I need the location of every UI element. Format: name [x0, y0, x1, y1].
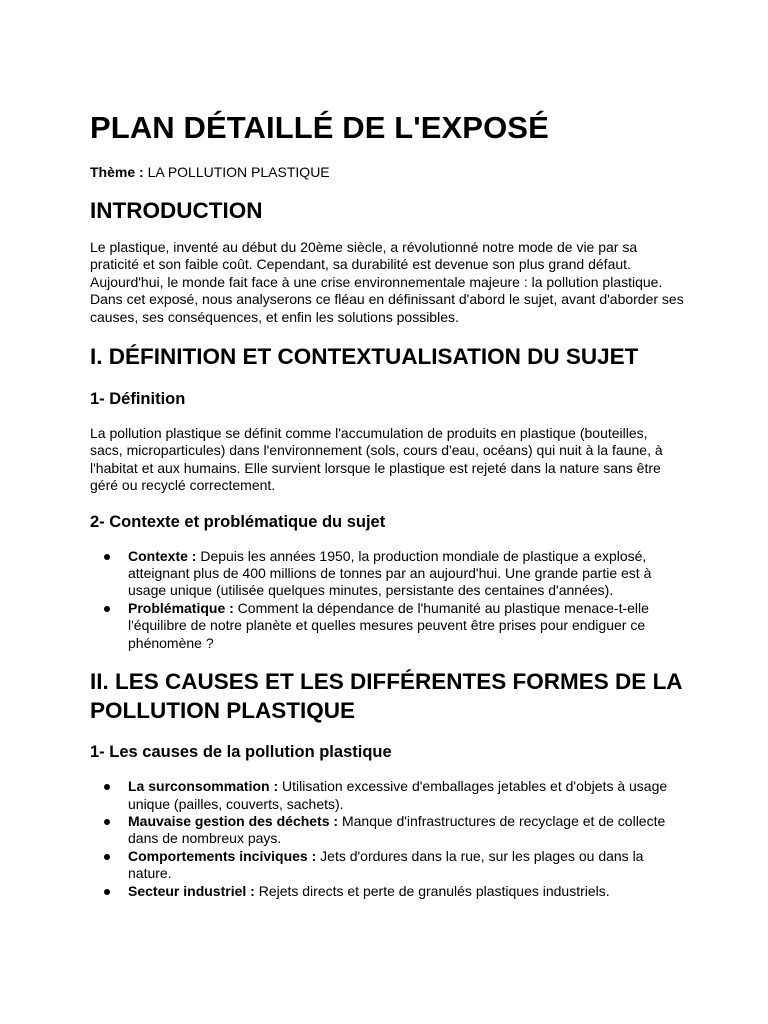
section1-heading: I. DÉFINITION ET CONTEXTUALISATION DU SUJET	[90, 344, 639, 370]
list-item	[90, 548, 684, 600]
document-title: PLAN DÉTAILLÉ DE L'EXPOSÉ	[90, 110, 549, 145]
list-item-label: Contexte :	[128, 547, 197, 564]
introduction-heading: INTRODUCTION	[90, 198, 263, 223]
definition-heading: 1- Définition	[90, 390, 186, 409]
list-item-label: Secteur industriel :	[128, 882, 255, 899]
list-item	[90, 883, 684, 900]
list-item	[90, 848, 684, 883]
theme-line	[90, 162, 684, 182]
bullet-icon	[104, 819, 110, 825]
list-item-label: Problématique :	[128, 599, 234, 616]
definition-paragraph: La pollution plastique se définit comme l'accumulation de produits en plastique (bouteilles, sacs, microparticules) dans l'environnement (sols, cours d'eau, océans) qui nuit à la faune, à l'habitat et aux humains. Elle survient lorsque le plastique est rejeté dans la nature sans être géré ou recyclé correctement.	[90, 425, 663, 494]
theme-value: LA POLLUTION PLASTIQUE	[147, 164, 330, 180]
list-item-label: Comportements inciviques :	[128, 847, 317, 864]
bullet-icon	[104, 889, 110, 895]
list-item	[90, 813, 684, 848]
list-item-text: Manque d'infrastructures de recyclage et de collecte dans de nombreux pays.	[128, 812, 666, 847]
context-list	[90, 548, 684, 652]
bullet-icon	[104, 554, 110, 560]
bullet-icon	[104, 606, 110, 612]
list-item-text: Comment la dépendance de l'humanité au plastique menace-t-elle l'équilibre de notre planète et quelles mesures peuvent être prises pour endiguer ce phénomène ?	[128, 599, 649, 651]
list-item	[90, 778, 684, 813]
introduction-paragraph: Le plastique, inventé au début du 20ème siècle, a révolutionné notre mode de vie par sa praticité et son faible coût. Cependant, sa durabilité est devenue son plus grand défaut. Aujourd'hui, le monde fait face à une crise environnementale majeure : la pollution plastique. Dans cet exposé, nous analyserons ce fléau en définissant d'abord le sujet, avant d'aborder ses causes, ses conséquences, et enfin les solutions possibles.	[90, 239, 684, 325]
list-item-label: Mauvaise gestion des déchets :	[128, 812, 339, 829]
bullet-icon	[104, 784, 110, 790]
list-item-text: Utilisation excessive d'emballages jetables et d'objets à usage unique (pailles, couverts, sachets).	[128, 778, 668, 812]
context-heading: 2- Contexte et problématique du sujet	[90, 512, 386, 531]
section2-heading: II. LES CAUSES ET LES DIFFÉRENTES FORMES DE LA POLLUTION PLASTIQUE	[90, 669, 682, 724]
bullet-icon	[104, 854, 110, 860]
list-item-text: Rejets directs et perte de granulés plastiques industriels.	[254, 882, 610, 899]
list-item-label: La surconsommation :	[128, 778, 279, 795]
list-item-text: Depuis les années 1950, la production mondiale de plastique a explosé, atteignant plus de 400 millions de tonnes par an aujourd'hui. Une grande partie est à usage unique (utilisée quelques minutes, persistante des centaines d'années).	[128, 547, 652, 599]
list-item	[90, 600, 684, 652]
causes-list	[90, 778, 684, 900]
theme-label: Thème :	[90, 164, 144, 180]
list-item-text: Jets d'ordures dans la rue, sur les plages ou dans la nature.	[128, 847, 644, 882]
causes-heading: 1- Les causes de la pollution plastique	[90, 743, 392, 762]
